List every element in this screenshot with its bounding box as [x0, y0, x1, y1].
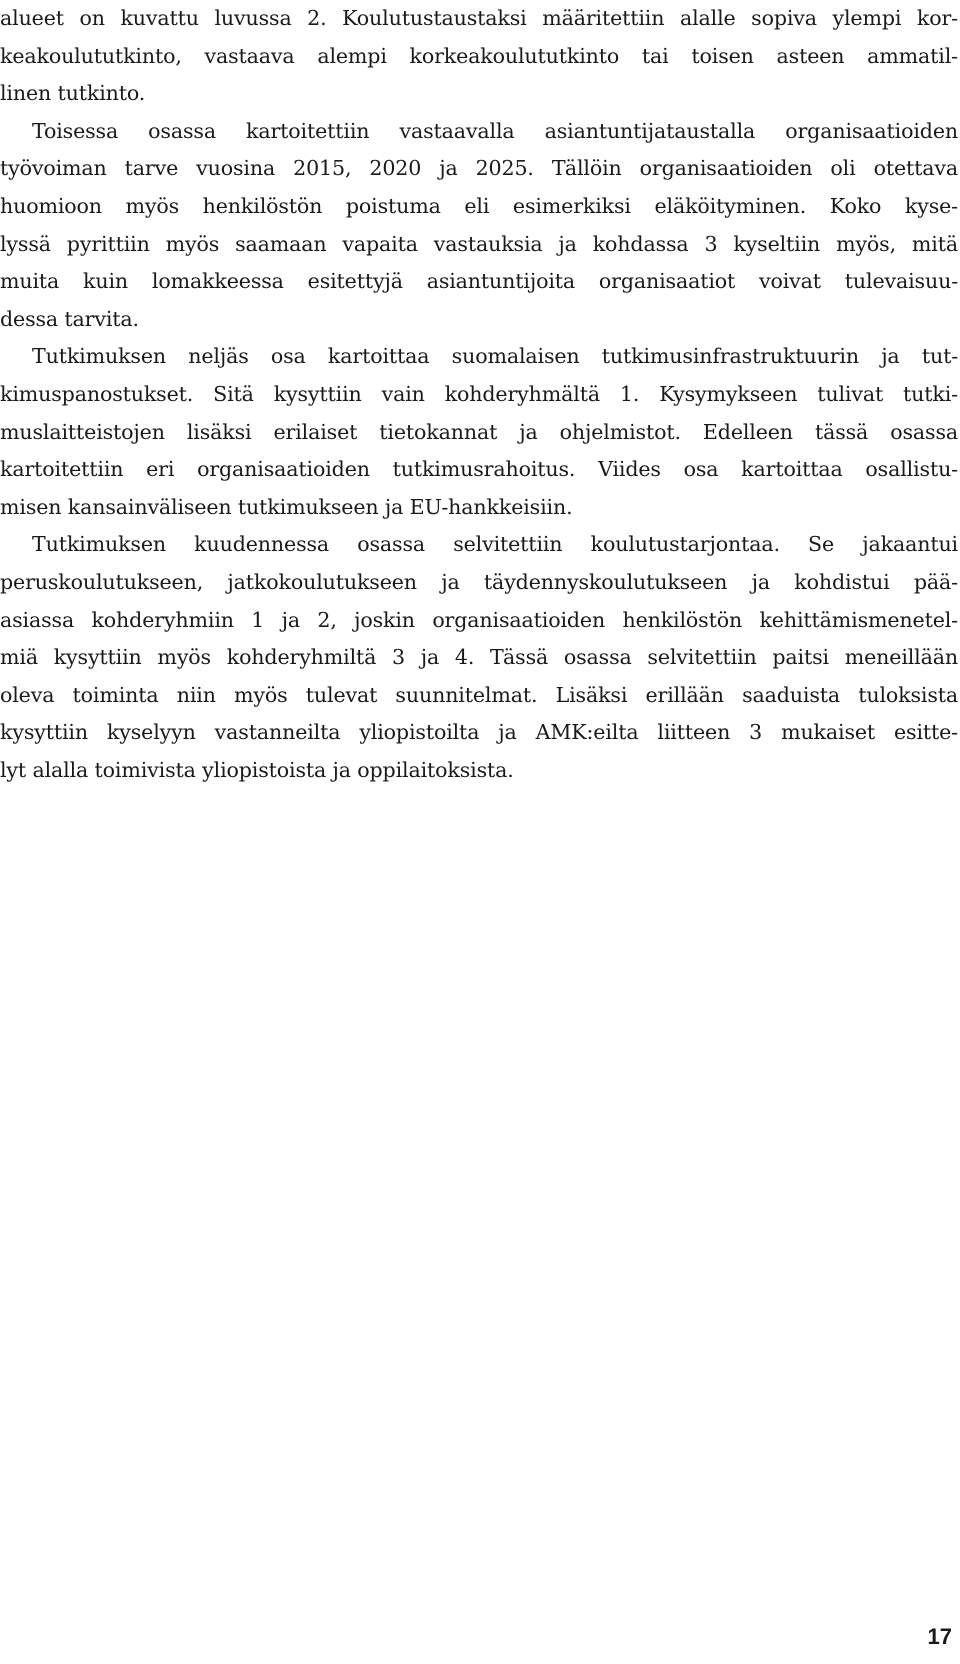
- paragraph: [0, 338, 958, 526]
- text-line: dessa tarvita.: [0, 306, 139, 331]
- text-line: linen tutkinto.: [0, 81, 146, 106]
- text-line: Toisessa osassa kartoitettiin vastaavalla asiantuntijataustalla organisaatioiden: [32, 118, 958, 143]
- paragraph: [0, 113, 958, 339]
- body-text: [0, 0, 958, 789]
- text-line: Tutkimuksen kuudennessa osassa selvitettiin koulutustarjontaa. Se jakaantui: [32, 532, 958, 557]
- text-line: muslaitteistojen lisäksi erilaiset tietokannat ja ohjelmistot. Edelleen tässä osassa: [0, 419, 958, 444]
- page-number: 17: [927, 1624, 952, 1649]
- paragraph: [0, 0, 958, 113]
- text-line: lyt alalla toimivista yliopistoista ja oppilaitoksista.: [0, 757, 514, 782]
- text-line: muita kuin lomakkeessa esitettyjä asiantuntijoita organisaatiot voivat tulevaisuu-: [0, 269, 958, 294]
- text-line: lyssä pyrittiin myös saamaan vapaita vastauksia ja kohdassa 3 kyseltiin myös, mitä: [0, 231, 958, 256]
- text-line: oleva toiminta niin myös tulevat suunnitelmat. Lisäksi erillään saaduista tuloksista: [0, 682, 958, 707]
- text-line: työvoiman tarve vuosina 2015, 2020 ja 2025. Tällöin organisaatioiden oli otettava: [0, 156, 958, 181]
- text-line: kartoitettiin eri organisaatioiden tutkimusrahoitus. Viides osa kartoittaa osallistu-: [0, 457, 958, 482]
- text-line: misen kansainväliseen tutkimukseen ja EU-hankkeisiin.: [0, 494, 573, 519]
- text-line: miä kysyttiin myös kohderyhmiltä 3 ja 4. Tässä osassa selvitettiin paitsi meneillään: [0, 645, 958, 670]
- text-line: kysyttiin kyselyyn vastanneilta yliopistoilta ja AMK:eilta liitteen 3 mukaiset esitte-: [0, 720, 958, 745]
- text-line: Tutkimuksen neljäs osa kartoittaa suomalaisen tutkimusinfrastruktuurin ja tut-: [32, 344, 958, 369]
- text-line: asiassa kohderyhmiin 1 ja 2, joskin organisaatioiden henkilöstön kehittämismenetel-: [0, 607, 958, 632]
- paragraph: [0, 526, 958, 789]
- text-line: peruskoulutukseen, jatkokoulutukseen ja täydennyskoulutukseen ja kohdistui pää-: [0, 569, 958, 594]
- text-line: alueet on kuvattu luvussa 2. Koulutustaustaksi määritettiin alalle sopiva ylempi kor-: [0, 6, 958, 30]
- text-line: keakoulututkinto, vastaava alempi korkeakoulututkinto tai toisen asteen ammatil-: [0, 43, 958, 68]
- text-line: huomioon myös henkilöstön poistuma eli esimerkiksi eläköityminen. Koko kyse-: [0, 193, 958, 218]
- text-line: kimuspanostukset. Sitä kysyttiin vain kohderyhmältä 1. Kysymykseen tulivat tutki-: [0, 381, 958, 406]
